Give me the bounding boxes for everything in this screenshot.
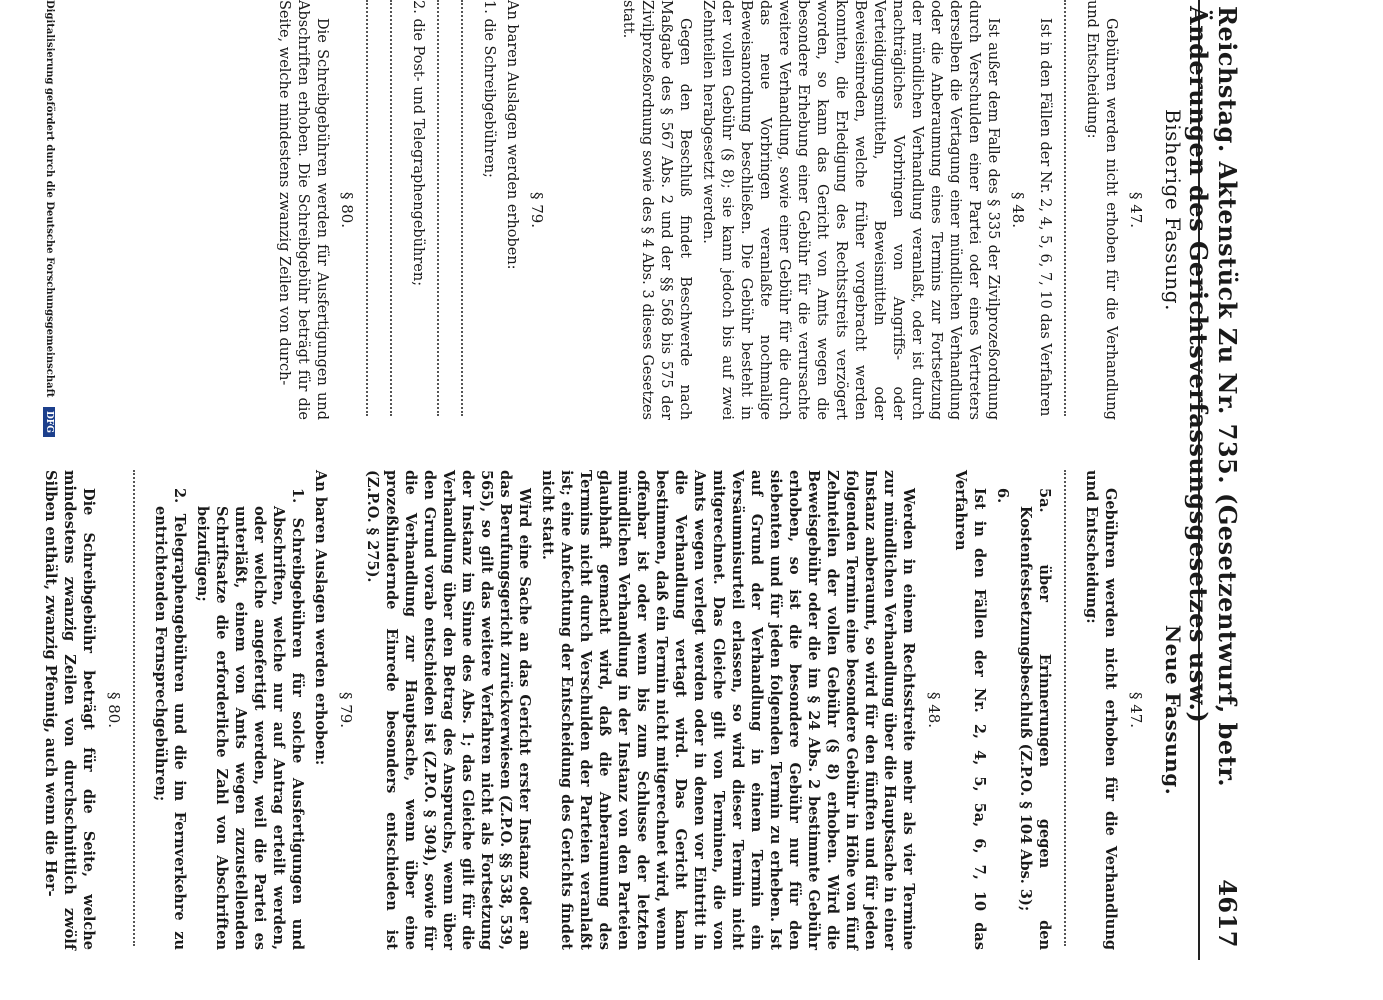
left-s47-sign: § 47. [1127,191,1145,229]
right-column-new-version [37,470,1190,950]
left-s79-item1: 1. die Schreibgebühren; [481,0,497,178]
page-number: 4617 [1213,879,1242,948]
dot-leader [366,0,380,416]
credit-text: Digitalisierung gefördert durch die Deutsche Forschungsgemeinschaft [44,0,55,398]
right-s48-text: Werden in einem Rechtsstreite mehr als vier Termine zur mündlichen Verhandlung über die Hauptsache in einer Instanz anberaumt, so wird für den fünften und für jeden folgenden Termin eine besondere Gebühr in Höhe von fünf Zehnteilen der vollen Gebühr (§ 8) erhoben. Wird die Beweisgebühr oder die im § 24 Abs. 2 bestimmte Gebühr erhoben, so ist die besondere Gebühr nur für den siebenten und für jeden folgenden Termin zu erheben. Ist auf Grund der Verhandlung in einem Termin ein Versäumnisurteil erlassen, so wird dieser Termin nicht mitgerechnet. Das Gleiche gilt von Terminen, die von Amts wegen verlegt werden oder in denen vor Eintritt in die Verhandlung vertagt wird. Das Gericht kann bestimmen, daß ein Termin nicht mitgerechnet wird, wenn offenbar ist oder wenn bis zum Schlusse der letzten mündlichen Verhandlung in der Instanz von den Parteien glaubhaft gemacht wird, daß die Anberaumung des Termins nicht durch Verschulden der Parteien veranlaßt ist; eine Anfechtung der Entscheidung des Gerichts findet nicht statt. [539,470,917,950]
page-header [1184,0,1260,960]
right-s79-item1: 1. Schreibgebühren für solche Ausfertigungen und Abschriften, welche nur auf Antrag erteilt werden, oder welche angefertigt werden, weil die Partei es unterläßt, einem von Amts wegen zuzustellenden Schriftsatze die erforderliche Zahl von Abschriften beizufügen; [194,488,306,950]
left-s80-sign: § 80. [338,191,356,229]
left-column-old-version [270,0,1190,420]
dot-leader [390,0,404,416]
right-s80-text: Die Schreibgebühr beträgt für die Seite, welche mindestens zwanzig Zeilen von durchschnittlich zwölf Silben enthält, zwanzig Pfennig, auch wenn die Her- [42,470,97,950]
right-s47-text: Gebühren werden nicht erhoben für die Verhandlung und Entscheidung: [1083,470,1119,950]
right-s47-item-6: 6. [994,488,1011,504]
right-s79-item2: 2. Telegraphengebühren und die im Fernverkehre zu entrichtenden Fernsprechgebühren; [152,488,188,950]
right-s80-sign: § 80. [105,691,123,729]
left-s48-sign: § 48. [1009,191,1027,229]
right-column-heading: Neue Fassung. [1161,624,1185,796]
dot-leader [1064,470,1078,946]
right-s79-sign: § 79. [337,691,355,729]
dot-leader [133,470,147,946]
right-s79-intro: An baren Auslagen werden erhoben: [312,470,329,766]
left-s48-text2: Gegen den Beschluß findet Beschwerde nach Maßgabe des § 567 Abs. 2 und der §§ 568 bis 575 der Zivilprozeßordnung sowie des § 4 Abs. 3 dieses Gesetzes statt. [620,0,693,420]
running-title: Reichstag. Aktenstück Zu Nr. 735. (Gesetzentwurf, betr. Änderungen des Gerichtsverfassungsgesetzes usw.) [1184,6,1242,788]
left-s80-text: Die Schreibgebühren werden für Ausfertigungen und Abschriften erhoben. Die Schreibgebühr beträgt für die Seite, welche mindestens zwanzig Zeilen von durch- [276,0,330,420]
right-s47-item-5a: 5a. über Erinnerungen gegen den Kostenfestsetzungsbeschluß (Z.P.O. § 104 Abs. 3); [1017,488,1053,950]
scanned-page [42,0,1270,960]
dot-leader [461,0,475,416]
left-s79-sign: § 79. [528,191,546,229]
left-s79-item2: 2. die Post- und Telegraphengebühren; [410,0,426,287]
left-column-heading: Bisherige Fassung. [1161,109,1185,311]
digitization-credit [43,0,55,960]
dfg-logo: DFG [43,407,55,437]
dot-leader [1064,0,1078,416]
right-s48-text2: Wird eine Sache an das Gericht erster Instanz oder an das Berufungsgericht zurückverwiesen (Z.P.O. §§ 538, 539, 565), so gilt das weitere Verfahren nicht als Fortsetzung der Instanz im Sinne des Abs. 1; das Gleiche gilt für die Verhandlung über den Betrag des Anspruchs, wenn über den Grund vorab entschieden ist (Z.P.O. § 304), sowie für die Verhandlung zur Hauptsache, wenn über eine prozeßhindernde Einrede besonders entschieden ist (Z.P.O. § 275). [364,470,533,950]
left-s47-text: Gebühren werden nicht erhoben für die Verhandlung und Entscheidung: [1084,0,1119,420]
right-s48-sign: § 48. [925,691,943,729]
left-s48-text: Ist außer dem Falle des § 335 der Zivilprozeßordnung durch Verschulden einer Partei oder eines Vertreters derselben die Vertagung einer mündlichen Verhandlung oder die Anberaumung eines Termins zur Fortsetzung der mündlichen Verhandlung veranlaßt, oder ist durch nachträgliches Vorbringen von Angriffs- oder Verteidigungsmitteln, Beweismitteln oder Beweiseinreden, welche früher vorgebracht werden konnten, die Erledigung des Rechtsstreits verzögert worden, so kann das Gericht von Amts wegen die besondere Erhebung einer Gebühr für die verursachte weitere Verhandlung, sowie einer Gebühr für die durch das neue Vorbringen veranlaßte nochmalige Beweisanordnung beschließen. Die Gebühr besteht in der vollen Gebühr (§ 8); sie kann jedoch bis auf zwei Zehnteilen herabgesetzt werden. [700,0,1001,420]
dot-leader [437,0,451,416]
left-s79-intro: An baren Auslagen werden erhoben: [504,0,520,270]
left-s47-case: Ist in den Fällen der Nr. 2, 4, 5, 6, 7, 10 das Verfahren [1037,18,1053,417]
right-s47-sign: § 47. [1127,691,1145,729]
right-s47-case: Ist in den Fällen der Nr. 2, 4, 5, 5a, 6, 7, 10 das Verfahren [952,470,988,950]
